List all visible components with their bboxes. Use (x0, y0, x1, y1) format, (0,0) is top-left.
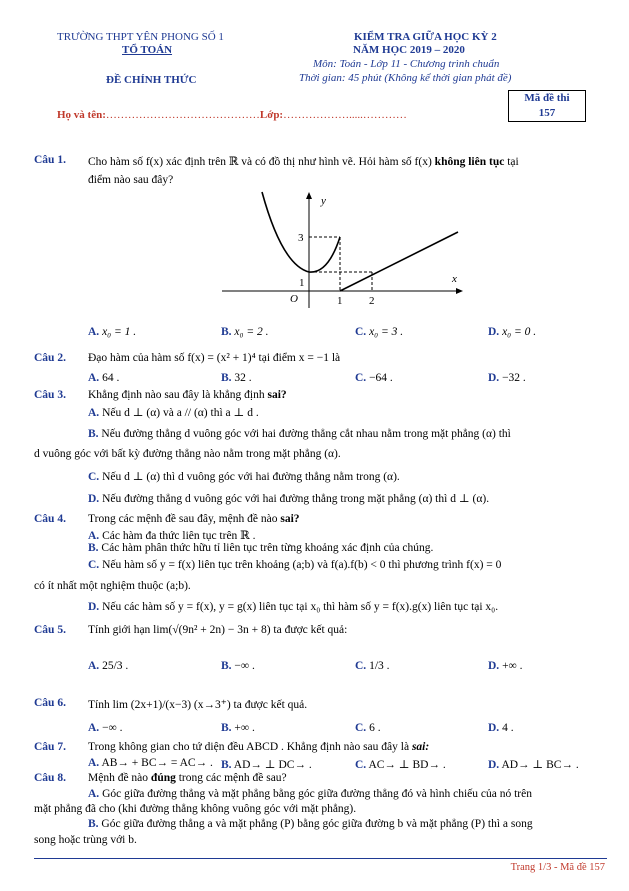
q7-text: Trong không gian cho tứ diện đều ABCD . Khẳng định nào sau đây là (88, 741, 410, 753)
option-letter: C. (355, 759, 367, 771)
option-letter: B. (221, 722, 232, 734)
option-letter: D. (488, 326, 500, 338)
option-letter: B. (221, 326, 232, 338)
q5-option-c[interactable] (355, 660, 390, 672)
school-year: NĂM HỌC 2019 – 2020 (353, 44, 465, 56)
option-letter: B. (221, 759, 232, 771)
question-8-text (88, 772, 287, 784)
option-text: −∞ . (102, 722, 123, 734)
q3-bold: sai? (267, 389, 287, 401)
option-text: +∞ . (502, 660, 523, 672)
question-7-text (88, 741, 429, 753)
q8-option-a[interactable] (88, 788, 532, 800)
q7-option-d[interactable] (488, 757, 579, 771)
option-letter: A. (88, 372, 100, 384)
q8-text2: trong các mệnh đề sau? (178, 772, 287, 784)
y-arrow (306, 192, 312, 199)
exam-code-box (508, 90, 586, 122)
option-text: −64 . (369, 372, 393, 384)
option-letter: B. (88, 428, 99, 440)
question-7 (34, 741, 66, 753)
option-letter: A. (88, 326, 100, 338)
q2-option-a[interactable] (88, 372, 119, 384)
option-text: x₀ = 3 . (369, 326, 404, 338)
option-text: Nếu đường thẳng d vuông góc với hai đường thẳng trong mặt phẳng (α) thì d ⊥ (α). (102, 493, 490, 505)
option-text: 6 . (369, 722, 381, 734)
question-number: Câu 6. (34, 697, 66, 709)
q1-text-part2: tại (507, 156, 519, 168)
option-text: AD→ ⊥ DC→ . (233, 759, 312, 771)
q2-option-b[interactable] (221, 372, 252, 384)
q4-text: Trong các mệnh đề sau đây, mệnh đề nào (88, 513, 278, 525)
q8-option-a-line2: mặt phẳng đã cho (khi đường thẳng không vuông góc với mặt phẳng). (34, 803, 357, 815)
footer-divider (34, 858, 607, 859)
tick-y3: 3 (298, 232, 304, 244)
question-5 (34, 624, 66, 636)
option-text: Các hàm phân thức hữu tỉ liên tục trên từng khoảng xác định của chúng. (101, 542, 434, 554)
official-label: ĐỀ CHÍNH THỨC (106, 74, 197, 86)
q3-option-a[interactable] (88, 405, 259, 419)
school-name: TRƯỜNG THPT YÊN PHONG SỐ 1 (57, 31, 224, 43)
class-label: Lớp: (259, 109, 284, 121)
q3-option-b-line2: d vuông góc với bất kỳ đường thẳng nào nằm trong mặt phẳng (α). (34, 448, 341, 460)
question-1-text (88, 154, 519, 168)
question-8 (34, 772, 66, 784)
option-text: Nếu các hàm số y = f(x), y = g(x) liên tục tại x₀ thì hàm số y = f(x).g(x) liên tục tại x₀. (102, 601, 499, 613)
page-footer: Trang 1/3 - Mã đề 157 (510, 862, 605, 873)
q4-option-c[interactable] (88, 559, 501, 571)
q8-option-b[interactable] (88, 818, 533, 830)
option-letter: B. (88, 542, 99, 554)
q8-option-b-line2: song hoặc trùng với b. (34, 834, 137, 846)
option-letter: D. (488, 759, 500, 771)
q1-option-a[interactable] (88, 326, 136, 338)
option-text: Các hàm đa thức liên tục trên ℝ . (102, 530, 256, 542)
q8-bold: đúng (150, 772, 176, 784)
tick-y1: 1 (299, 277, 305, 289)
q1-line2: điểm nào sau đây? (88, 174, 174, 186)
exam-title: KIỂM TRA GIỮA HỌC KỲ 2 (354, 31, 497, 43)
option-letter: A. (88, 722, 100, 734)
q1-option-d[interactable] (488, 326, 536, 338)
question-number: Câu 7. (34, 741, 66, 753)
option-letter: C. (355, 722, 367, 734)
subject: Môn: Toán - Lớp 11 - Chương trình chuẩn (313, 58, 500, 70)
q7-option-c[interactable] (355, 757, 446, 771)
option-letter: A. (88, 788, 100, 800)
student-info-line (57, 109, 407, 121)
option-letter: C. (355, 326, 367, 338)
question-1 (34, 154, 66, 166)
q8-text: Mệnh đề nào (88, 772, 149, 784)
option-text: +∞ . (234, 722, 255, 734)
option-text: AB→ + BC→ = AC→ . (101, 757, 213, 769)
option-text: 25/3 . (102, 660, 129, 672)
option-letter: A. (88, 660, 100, 672)
q5-option-a[interactable] (88, 660, 128, 672)
question-4 (34, 513, 66, 525)
origin-label: O (290, 293, 298, 305)
function-graph (220, 190, 465, 310)
option-letter: A. (88, 757, 100, 769)
option-letter: B. (221, 660, 232, 672)
q3-option-b[interactable] (88, 428, 511, 440)
q6-option-b[interactable] (221, 722, 255, 734)
y-label: y (321, 195, 326, 207)
option-letter: C. (88, 559, 100, 571)
option-letter: D. (488, 372, 500, 384)
option-letter: B. (88, 818, 99, 830)
q4-bold: sai? (280, 513, 300, 525)
class-field[interactable]: ……………….....………… (283, 109, 407, 121)
q6-option-d[interactable] (488, 722, 514, 734)
q5-option-b[interactable] (221, 660, 255, 672)
q2-option-c[interactable] (355, 372, 393, 384)
name-field[interactable]: …………………………………… (105, 109, 260, 121)
option-text: AD→ ⊥ BC→ . (501, 759, 579, 771)
q4-option-a[interactable] (88, 528, 255, 542)
q3-option-c[interactable] (88, 469, 400, 483)
option-text: x₀ = 2 . (234, 326, 269, 338)
option-letter: D. (88, 493, 100, 505)
line-right-branch (340, 232, 458, 291)
option-letter: B. (221, 372, 232, 384)
q4-option-c-line2: có ít nhất một nghiệm thuộc (a;b). (34, 580, 191, 592)
exam-code-value: 157 (538, 107, 556, 119)
option-text: 4 . (502, 722, 514, 734)
option-letter: C. (88, 471, 100, 483)
q3-text: Khẳng định nào sau đây là khẳng định (88, 389, 265, 401)
option-text: Nếu d ⊥ (α) và a // (α) thì a ⊥ d . (102, 407, 259, 419)
q2-option-d[interactable] (488, 372, 526, 384)
exam-code-label: Mã đề thi (524, 92, 570, 104)
option-text: 64 . (102, 372, 120, 384)
question-2 (34, 352, 66, 364)
question-3 (34, 389, 66, 401)
option-letter: C. (355, 372, 367, 384)
option-text: 32 . (234, 372, 252, 384)
time-limit: Thời gian: 45 phút (Không kể thời gian phát đề) (299, 72, 512, 84)
q5-option-d[interactable] (488, 660, 523, 672)
question-5-text: Tính giới hạn lim(√(9n² + 2n) − 3n + 8) ta được kết quả: (88, 624, 348, 636)
question-number: Câu 3. (34, 389, 66, 401)
option-letter: D. (488, 660, 500, 672)
question-2-text: Đạo hàm của hàm số f(x) = (x² + 1)⁴ tại điểm x = −1 là (88, 352, 341, 364)
question-6-text: Tính lim (2x+1)/(x−3) (x→3⁺) ta được kết quả. (88, 699, 308, 711)
question-number: Câu 8. (34, 772, 66, 784)
tick-x1: 1 (337, 295, 343, 307)
q6-option-a[interactable] (88, 722, 123, 734)
option-text: −∞ . (234, 660, 255, 672)
q4-option-d[interactable] (88, 601, 498, 613)
option-text: Góc giữa đường thẳng a và mặt phẳng (P) bằng góc giữa đường b và mặt phẳng (P) thì a song (101, 818, 533, 830)
q7-option-b[interactable] (221, 757, 312, 771)
x-label: x (452, 273, 457, 285)
q3-option-d[interactable] (88, 491, 489, 505)
question-4-text (88, 513, 300, 525)
option-text: Nếu d ⊥ (α) thì d vuông góc với hai đường thẳng nằm trong (α). (102, 471, 400, 483)
q1-bold: không liên tục (434, 156, 505, 168)
option-text: x₀ = 0 . (502, 326, 537, 338)
q4-option-b[interactable] (88, 542, 433, 554)
option-letter: D. (88, 601, 100, 613)
question-3-text (88, 389, 287, 401)
name-label: Họ và tên: (57, 109, 106, 121)
question-number: Câu 2. (34, 352, 66, 364)
q7-bold: sai: (411, 741, 430, 753)
option-letter: A. (88, 530, 100, 542)
option-text: Góc giữa đường thẳng và mặt phẳng bằng góc giữa đường thẳng đó và hình chiếu của nó trên (102, 788, 532, 800)
q1-option-c[interactable] (355, 326, 403, 338)
tick-x2: 2 (369, 295, 375, 307)
option-text: Nếu đường thẳng d vuông góc với hai đường thẳng cắt nhau nằm trong mặt phẳng (α) thì (101, 428, 511, 440)
option-letter: C. (355, 660, 367, 672)
question-number: Câu 4. (34, 513, 66, 525)
q7-option-a[interactable] (88, 757, 213, 769)
question-6 (34, 697, 66, 709)
option-letter: A. (88, 407, 100, 419)
q6-option-c[interactable] (355, 722, 381, 734)
question-number: Câu 1. (34, 154, 66, 166)
q1-option-b[interactable] (221, 326, 269, 338)
question-number: Câu 5. (34, 624, 66, 636)
option-letter: D. (488, 722, 500, 734)
department: TỔ TOÁN (122, 44, 173, 56)
option-text: Nếu hàm số y = f(x) liên tục trên khoảng (a;b) và f(a).f(b) < 0 thì phương trình f(x) = 0 (102, 559, 502, 571)
q1-text-part1: Cho hàm số f(x) xác định trên ℝ và có đồ thị như hình vẽ. Hỏi hàm số f(x) (88, 156, 432, 168)
option-text: AC→ ⊥ BD→ . (368, 759, 446, 771)
option-text: −32 . (502, 372, 526, 384)
option-text: 1/3 . (369, 660, 390, 672)
x-arrow (456, 288, 463, 294)
option-text: x₀ = 1 . (102, 326, 137, 338)
